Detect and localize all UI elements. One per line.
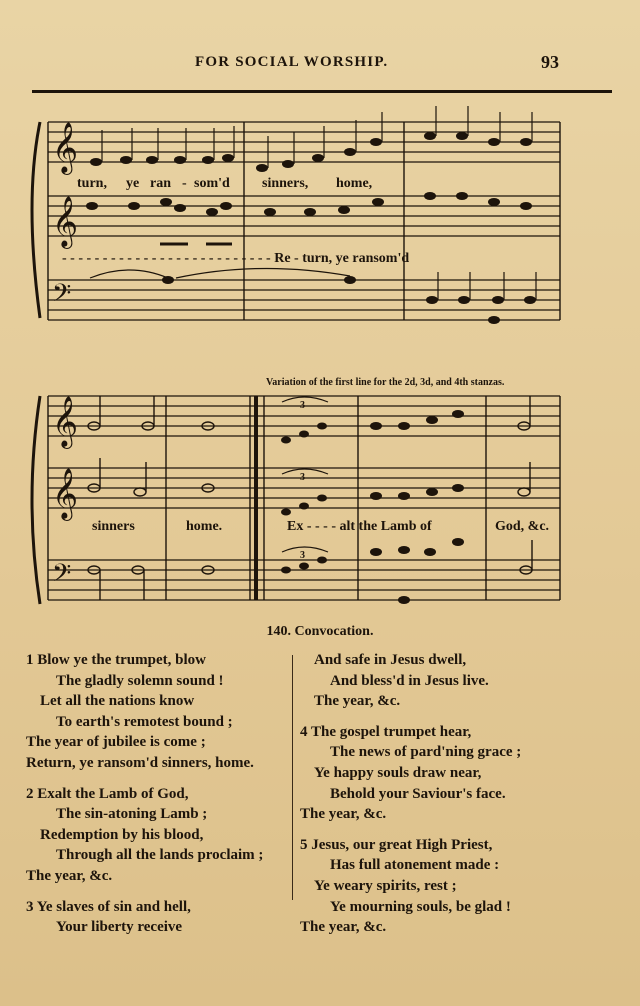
- staff-1-2: [48, 196, 560, 236]
- stanza-2-line-3: Redemption by his blood,: [40, 826, 204, 843]
- stanza-3-continued: [300, 650, 620, 712]
- lyric-sinners: sinners,: [262, 176, 309, 191]
- lyric-dash: -: [182, 176, 187, 191]
- music-score: [0, 95, 640, 615]
- stanza-4-line-3: Ye happy souls draw near,: [314, 764, 482, 781]
- stanza-5-line-5: The year, &c.: [300, 919, 387, 936]
- stanza-2-line-1: 2 Exalt the Lamb of God,: [26, 785, 189, 802]
- stanza-4-line-5: The year, &c.: [300, 806, 387, 823]
- stanza-5-line-1: 5 Jesus, our great High Priest,: [300, 836, 493, 853]
- stanza-4: [300, 722, 620, 825]
- stanza-3-line-1: 3 Ye slaves of sin and hell,: [26, 898, 191, 915]
- hymn-title: 140. Convocation.: [266, 624, 374, 639]
- system-2: [32, 396, 560, 604]
- staff-1-3: [48, 280, 560, 320]
- stanza-1-line-2: The gladly solemn sound !: [56, 672, 224, 689]
- stanza-5-line-3: Ye weary spirits, rest ;: [314, 877, 457, 894]
- treble-clef-1: 𝄞: [52, 123, 79, 172]
- stanza-5-line-4: Ye mourning souls, be glad !: [330, 898, 511, 915]
- stanza-1-line-3: Let all the nations know: [40, 693, 195, 710]
- staff-1-1: [48, 122, 560, 162]
- stanza-4-line-4: Behold your Saviour's face.: [330, 785, 506, 802]
- running-title: FOR SOCIAL WORSHIP.: [195, 54, 389, 70]
- lyric-ye: ye: [126, 176, 140, 191]
- treble-clef-4: 𝄞: [52, 469, 79, 518]
- variation-note: Variation of the first line for the 2d, 3d, and 4th stanzas.: [266, 377, 505, 388]
- system-2-brace: [32, 396, 40, 604]
- lyric-turn: turn,: [77, 176, 107, 191]
- lyric-god-etc: God, &c.: [495, 519, 550, 534]
- treble-clef-3: 𝄞: [52, 397, 79, 446]
- system-1-brace: [32, 122, 40, 318]
- stanza-4-line-2: The news of pard'ning grace ;: [330, 744, 522, 761]
- page-header: [0, 52, 640, 76]
- triplet-mark-1: 3: [300, 400, 305, 411]
- stanza-5: [300, 835, 620, 938]
- stanza-1: [26, 650, 298, 774]
- lyric-somd: som'd: [194, 176, 230, 191]
- column-divider: [292, 655, 293, 900]
- page-number: 93: [541, 52, 559, 72]
- stanza-4-line-1: 4 The gospel trumpet hear,: [300, 723, 472, 740]
- right-column: [300, 650, 620, 948]
- stanza-3-line-2: Your liberty receive: [56, 919, 183, 936]
- lyric-home-2: home.: [186, 519, 223, 534]
- dotted-notes: [370, 410, 464, 604]
- stanza-3: [26, 897, 298, 938]
- stanza-3-line-3: And safe in Jesus dwell,: [314, 652, 467, 668]
- stanza-1-line-1: 1 Blow ye the trumpet, blow: [26, 652, 206, 668]
- lyric-home: home,: [336, 176, 373, 191]
- lyric-exalt: Ex - - - - alt the Lamb of: [287, 519, 432, 534]
- stanza-2-line-2: The sin-atoning Lamb ;: [56, 806, 208, 823]
- treble-clef-2: 𝄞: [52, 197, 79, 246]
- stanza-2-line-4: Through all the lands proclaim ;: [56, 847, 264, 864]
- stanza-5-line-2: Has full atonement made :: [330, 857, 500, 874]
- stanza-1-line-6: Return, ye ransom'd sinners, home.: [26, 754, 254, 771]
- stanza-1-line-5: The year of jubilee is come ;: [26, 734, 206, 751]
- stanza-2-line-5: The year, &c.: [26, 867, 113, 884]
- system-1: [32, 106, 560, 324]
- left-column: [26, 650, 298, 948]
- lyric-sinners-2: sinners: [92, 519, 135, 534]
- bass-clef-2: 𝄢: [52, 560, 72, 593]
- triplet-mark-3: 3: [300, 550, 305, 561]
- lyric-ran: ran: [150, 176, 171, 191]
- notes-staff-1-3: [90, 268, 536, 324]
- stanza-1-line-4: To earth's remotest bound ;: [56, 713, 233, 730]
- stanza-3-line-4: And bless'd in Jesus live.: [330, 672, 489, 689]
- triplet-mark-2: 3: [300, 472, 305, 483]
- header-rule: [32, 90, 612, 93]
- stanza-3-line-5: The year, &c.: [314, 693, 401, 710]
- bass-clef-1: 𝄢: [52, 280, 72, 313]
- lyric-return-line: - - - - - - - - - - - - - - - - - - - - - - - - - - Re - turn, ye ransom'd: [62, 251, 410, 266]
- stanza-2: [26, 784, 298, 887]
